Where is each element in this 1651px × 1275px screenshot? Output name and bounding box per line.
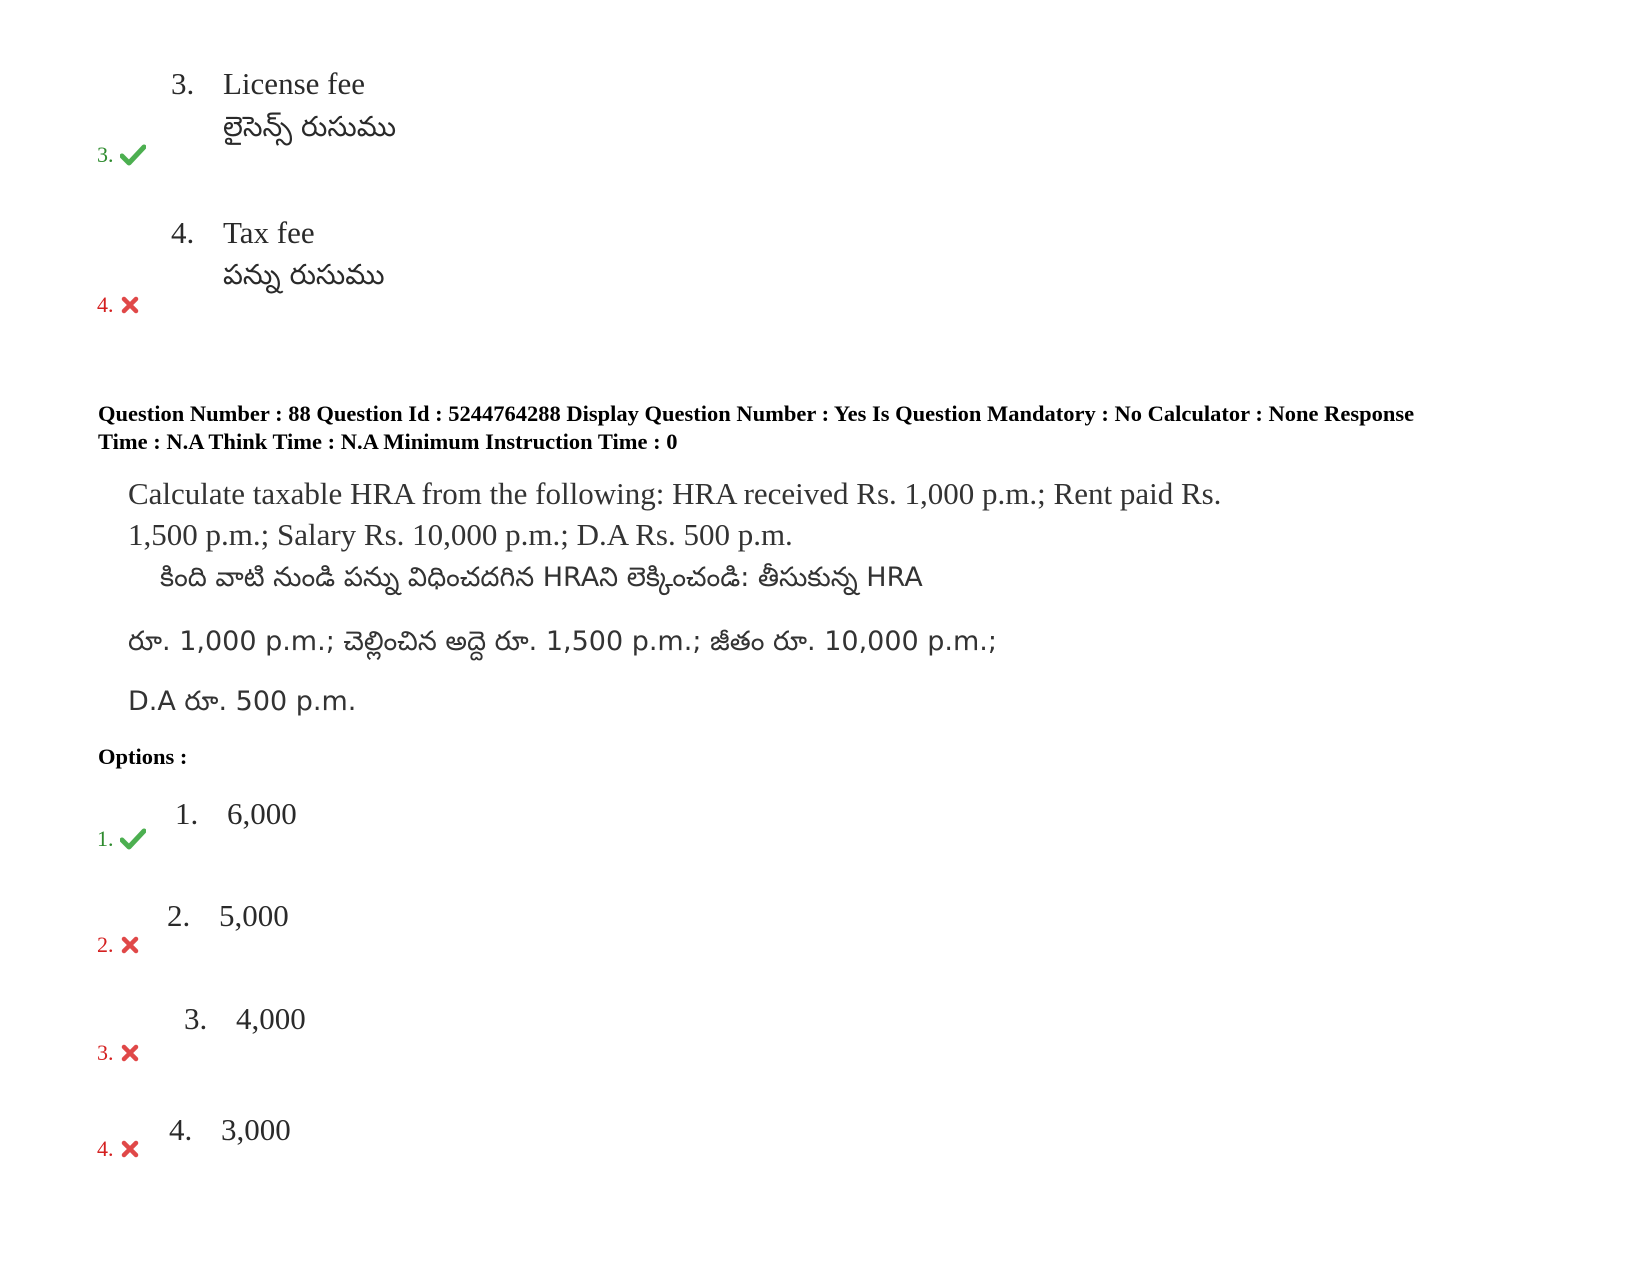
- prev-option-4-marker: [97, 292, 140, 318]
- option-4-text: 4. 3,000: [169, 1112, 291, 1147]
- prev-option-3-marker-label: 3.: [97, 142, 114, 167]
- question-text-te-line-1: కింది వాటి నుండి పన్ను విధించదగిన HRAని లెక్కించండి: తీసుకున్న HRA: [160, 562, 923, 593]
- check-icon: [120, 144, 146, 166]
- cross-icon: [120, 295, 140, 315]
- option-3-text: 3. 4,000: [184, 1001, 306, 1036]
- prev-option-3-text-te: లైసెన్స్ రుసుము: [223, 110, 397, 143]
- option-1-number: 1.: [175, 796, 199, 831]
- options-label: Options :: [98, 744, 188, 769]
- question-text-en-line-1: Calculate taxable HRA from the following: HRA received Rs. 1,000 p.m.; Rent paid Rs.: [128, 476, 1222, 511]
- cross-icon: [120, 1043, 140, 1063]
- cross-icon: [120, 935, 140, 955]
- option-1-marker: [97, 826, 146, 852]
- option-2-marker: [97, 932, 140, 958]
- option-2-number: 2.: [167, 898, 191, 933]
- check-icon: [120, 828, 146, 850]
- option-3-marker-label: 3.: [97, 1040, 114, 1065]
- question-meta-line-1: Question Number : 88 Question Id : 5244764288 Display Question Number : Yes Is Question Mandatory : No Calculator : None Response: [98, 401, 1415, 426]
- option-4-marker-label: 4.: [97, 1136, 114, 1161]
- option-1-text: 1. 6,000: [175, 796, 297, 831]
- option-3-marker: [97, 1040, 140, 1066]
- question-text-en-line-2: 1,500 p.m.; Salary Rs. 10,000 p.m.; D.A Rs. 500 p.m.: [128, 517, 793, 552]
- option-3-number: 3.: [184, 1001, 208, 1036]
- prev-option-4-text-te: పన్ను రుసుము: [223, 258, 385, 291]
- prev-option-3-number: 3.: [171, 66, 195, 101]
- option-2-text: 2. 5,000: [167, 898, 289, 933]
- prev-option-3-marker: [97, 142, 146, 168]
- question-meta-line-2: Time : N.A Think Time : N.A Minimum Instruction Time : 0: [98, 429, 678, 454]
- option-2-marker-label: 2.: [97, 932, 114, 957]
- prev-option-3-text-en: 3. License fee: [171, 66, 365, 101]
- prev-option-4-text-en: 4. Tax fee: [171, 215, 315, 250]
- question-text-te-line-2: రూ. 1,000 p.m.; చెల్లించిన అద్దె రూ. 1,500 p.m.; జీతం రూ. 10,000 p.m.;: [128, 626, 997, 657]
- prev-option-4-marker-label: 4.: [97, 292, 114, 317]
- option-4-marker: [97, 1136, 140, 1162]
- prev-option-4-number: 4.: [171, 215, 195, 250]
- cross-icon: [120, 1139, 140, 1159]
- question-text-te-line-3: D.A రూ. 500 p.m.: [128, 686, 357, 717]
- option-4-number: 4.: [169, 1112, 193, 1147]
- option-1-marker-label: 1.: [97, 826, 114, 851]
